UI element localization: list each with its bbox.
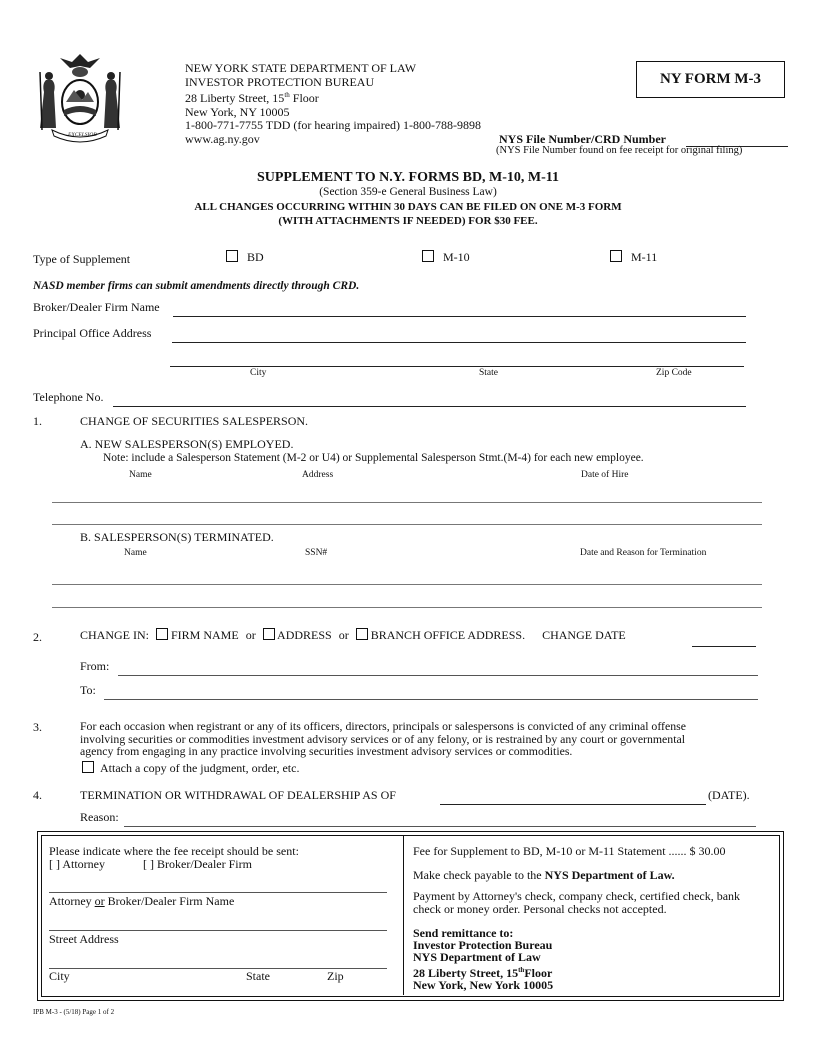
checkbox-m11[interactable] [610, 250, 622, 262]
or-label-1: or [245, 628, 256, 642]
section-2-line [80, 628, 626, 643]
firm-name-input[interactable] [173, 300, 746, 317]
reason-label: Reason: [80, 810, 119, 824]
recipient-name-input[interactable] [49, 876, 387, 893]
agency-phone: 1-800-771-7755 TDD (for hearing impaired) 1-800-788-9898 [185, 118, 482, 133]
agency-street: 28 Liberty Street, 15th Floor [185, 91, 319, 106]
from-label: From: [80, 659, 110, 673]
section-1-title: CHANGE OF SECURITIES SALESPERSON. [80, 414, 309, 428]
section-3-number: 3. [33, 720, 42, 734]
telephone-input[interactable] [113, 390, 746, 407]
checkbox-bd[interactable] [226, 250, 238, 262]
fee-receipt-attorney-option[interactable]: [ ] Attorney [49, 857, 105, 871]
checkbox-m10[interactable] [422, 250, 434, 262]
form-id-box [636, 61, 785, 98]
form-subtitle: (Section 359-e General Business Law) [319, 186, 497, 198]
or-label-2: or [338, 628, 349, 642]
address-option: ADDRESS [277, 628, 332, 642]
branch-office-option: BRANCH OFFICE ADDRESS. [370, 628, 526, 642]
to-input[interactable] [104, 683, 758, 700]
section-1-number: 1. [33, 414, 42, 428]
change-date-label: CHANGE DATE [542, 628, 626, 642]
change-in-label: CHANGE IN: [80, 628, 149, 642]
new-salesperson-row-1[interactable] [52, 486, 762, 503]
supplement-option-m11[interactable]: M-11 [610, 250, 657, 265]
from-input[interactable] [118, 659, 758, 676]
filing-notice-1: ALL CHANGES OCCURRING WITHIN 30 DAYS CAN BE FILED ON ONE M-3 FORM [194, 201, 622, 213]
section-4-text: TERMINATION OR WITHDRAWAL OF DEALERSHIP AS OF [80, 788, 396, 802]
recipient-zip-label: Zip [327, 969, 344, 983]
fee-receipt-instruction: Please indicate where the fee receipt should be sent: [49, 844, 299, 858]
checkbox-branch-office[interactable] [356, 628, 368, 640]
fee-box-divider [403, 835, 404, 995]
recipient-street-label: Street Address [49, 932, 119, 946]
fee-receipt-bd-option[interactable]: [ ] Broker/Dealer Firm [143, 857, 252, 871]
city-state-zip-input[interactable] [170, 350, 744, 367]
reason-input[interactable] [124, 810, 756, 827]
seal-motto: EXCELSIOR [68, 132, 97, 138]
terminated-row-1[interactable] [52, 568, 762, 585]
section-4-date-label: (DATE). [708, 788, 750, 802]
recipient-city-input[interactable] [49, 952, 387, 969]
zip-caption: Zip Code [656, 368, 692, 378]
bureau-name: INVESTOR PROTECTION BUREAU [185, 74, 375, 89]
checkbox-attach-judgment[interactable] [82, 761, 94, 773]
form-title: SUPPLEMENT TO N.Y. FORMS BD, M-10, M-11 [256, 170, 560, 185]
recipient-name-label: Attorney or Broker/Dealer Firm Name [49, 894, 235, 908]
state-seal [30, 50, 130, 145]
agency-website[interactable]: www.ag.ny.gov [185, 131, 260, 146]
to-label: To: [80, 683, 96, 697]
new-salesperson-address-col: Address [302, 470, 334, 480]
form-id: NY FORM M-3 [659, 71, 762, 87]
section-1b-title: B. SALESPERSON(S) TERMINATED. [80, 530, 274, 544]
section-3-text: For each occasion when registrant or any of its officers, directors, principals or salespersons is convicted of any criminal offense involving securities or commodities investment advisory services or of any felony, or is restrained by any court or governmental agency from engaging in any practice involving securities investment advisory services or commodities. [80, 719, 686, 758]
supplement-type-label: Type of Supplement [33, 252, 131, 266]
change-date-input[interactable] [692, 630, 756, 647]
telephone-label: Telephone No. [33, 390, 104, 404]
state-caption: State [479, 368, 498, 378]
attach-judgment-option[interactable]: Attach a copy of the judgment, order, etc. [82, 761, 299, 776]
nasd-note: NASD member firms can submit amendments directly through CRD. [33, 280, 360, 292]
payable-instruction: Make check payable to the NYS Department of Law. [413, 868, 675, 882]
termination-date-input[interactable] [440, 788, 706, 805]
recipient-city-label: City [49, 969, 70, 983]
terminated-row-2[interactable] [52, 591, 762, 608]
terminated-name-col: Name [124, 548, 147, 558]
firm-name-option: FIRM NAME [171, 628, 239, 642]
filing-notice-2: (WITH ATTACHMENTS IF NEEDED) FOR $30 FEE. [278, 215, 538, 227]
section-1a-note: Note: include a Salesperson Statement (M-2 or U4) or Supplemental Salesperson Stmt.(M-4) for each new employee. [103, 452, 644, 464]
payment-methods: Payment by Attorney's check, company check, certified check, bank check or money order. Personal checks not accepted. [413, 889, 741, 916]
remittance-address: Send remittance to: Investor Protection Bureau NYS Department of Law 28 Liberty Street, 15thFloor New York, New York 10005 [413, 926, 554, 992]
fee-amount-line: Fee for Supplement to BD, M-10 or M-11 Statement ...... $ 30.00 [413, 844, 726, 858]
terminated-ssn-col: SSN# [305, 548, 328, 558]
section-1a-title: A. NEW SALESPERSON(S) EMPLOYED. [80, 437, 294, 451]
section-2-number: 2. [33, 630, 42, 644]
supplement-option-m10[interactable]: M-10 [422, 250, 470, 265]
checkbox-address[interactable] [263, 628, 275, 640]
firm-name-label: Broker/Dealer Firm Name [33, 300, 160, 314]
section-4-number: 4. [33, 788, 42, 802]
city-caption: City [250, 368, 267, 378]
checkbox-firm-name[interactable] [156, 628, 168, 640]
page-footer: IPB M-3 - (5/18) Page 1 of 2 [33, 1008, 115, 1016]
agency-city: New York, NY 10005 [185, 104, 290, 119]
new-salesperson-row-2[interactable] [52, 508, 762, 525]
supplement-option-bd[interactable]: BD [226, 250, 264, 265]
file-number-note: (NYS File Number found on fee receipt for original filing) [496, 145, 743, 156]
principal-office-label: Principal Office Address [33, 326, 152, 340]
file-number-label: NYS File Number/CRD Number [499, 132, 666, 146]
principal-office-input[interactable] [172, 326, 746, 343]
recipient-street-input[interactable] [49, 914, 387, 931]
new-salesperson-hire-col: Date of Hire [581, 470, 629, 480]
terminated-reason-col: Date and Reason for Termination [580, 548, 707, 558]
recipient-state-label: State [246, 969, 270, 983]
fee-box [37, 831, 784, 1001]
agency-name: NEW YORK STATE DEPARTMENT OF LAW [185, 61, 417, 75]
agency-header [185, 62, 481, 147]
new-salesperson-name-col: Name [129, 470, 152, 480]
